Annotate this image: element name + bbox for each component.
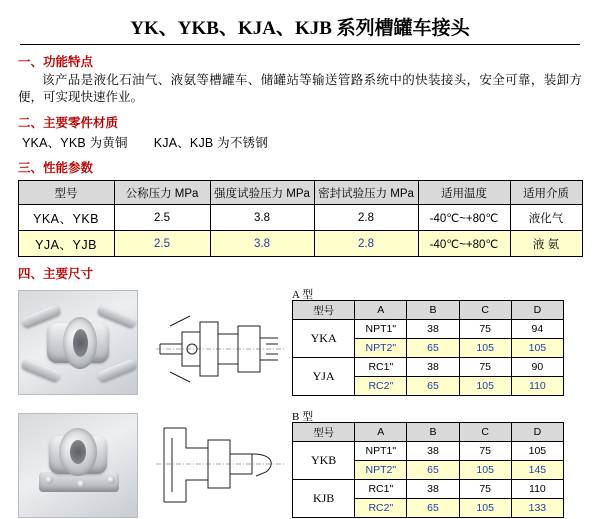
table-row	[293, 320, 564, 339]
cell-d: 145	[511, 461, 563, 480]
cell-a: RC2"	[355, 377, 407, 396]
table-row	[18, 231, 582, 257]
product-photo-column	[18, 290, 138, 518]
dimension-caption-a: A 型	[292, 289, 314, 301]
cell-strength: 3.8	[210, 231, 314, 257]
cell-temperature: -40℃~+80℃	[418, 205, 510, 231]
cell-d: 110	[511, 377, 563, 396]
cell-b: 65	[407, 461, 459, 480]
dimension-table-a	[292, 300, 564, 396]
table-header-row	[293, 423, 564, 442]
features-paragraph: 该产品是液化石油气、液氨等槽罐车、储罐站等输送管路系统中的快装接头，安全可靠，装卸方便，可实现快速作业。	[18, 73, 582, 104]
col-seal-pressure: 密封试验压力 MPa	[314, 181, 418, 205]
product-photo-type-b	[18, 413, 138, 518]
table-header-row	[18, 181, 582, 205]
cell-a: NPT1"	[355, 320, 407, 339]
cell-seal: 2.8	[314, 205, 418, 231]
cell-temperature: -40℃~+80℃	[418, 231, 510, 257]
cell-d: 110	[511, 480, 563, 499]
section-heading-features: 一、功能特点	[18, 55, 94, 69]
cell-model: YKA、YKB	[18, 205, 114, 231]
cell-c: 75	[459, 442, 511, 461]
title-divider	[20, 44, 580, 45]
cell-b: 38	[407, 358, 459, 377]
cell-c: 105	[459, 377, 511, 396]
col-a: A	[355, 301, 407, 320]
col-d: D	[511, 301, 563, 320]
cell-c: 75	[459, 358, 511, 377]
cell-medium: 液 氨	[510, 231, 582, 257]
dimension-caption-b: B 型	[292, 411, 314, 423]
cell-b: 38	[407, 442, 459, 461]
col-d: D	[511, 423, 563, 442]
cell-a: NPT1"	[355, 442, 407, 461]
table-row	[293, 480, 564, 499]
cell-b: 65	[407, 339, 459, 358]
cell-strength: 3.8	[210, 205, 314, 231]
cell-model: YKA	[293, 320, 355, 358]
col-b: B	[407, 301, 459, 320]
materials-stainless: KJA、KJB 为不锈钢	[153, 136, 268, 150]
cell-model: YJA	[293, 358, 355, 396]
section-heading-dimensions: 四、主要尺寸	[18, 267, 94, 281]
col-model: 型号	[293, 301, 355, 320]
col-medium: 适用介质	[510, 181, 582, 205]
line-drawing-type-b	[156, 414, 284, 519]
cell-model: YKB	[293, 442, 355, 480]
table-row	[293, 358, 564, 377]
col-temperature: 适用温度	[418, 181, 510, 205]
cell-d: 105	[511, 339, 563, 358]
materials-line	[22, 133, 600, 151]
cell-a: RC1"	[355, 480, 407, 499]
cell-nominal: 2.5	[114, 205, 210, 231]
page-title: YK、YKB、KJA、KJB 系列槽罐车接头	[130, 18, 470, 39]
cell-medium: 液化气	[510, 205, 582, 231]
cell-c: 75	[459, 480, 511, 499]
cell-seal: 2.8	[314, 231, 418, 257]
cell-b: 65	[407, 377, 459, 396]
cell-model: KJB	[293, 480, 355, 518]
cell-d: 133	[511, 499, 563, 518]
table-header-row	[293, 301, 564, 320]
cell-c: 105	[459, 461, 511, 480]
cell-b: 65	[407, 499, 459, 518]
col-model: 型号	[18, 181, 114, 205]
materials-brass: YKA、YKB 为黄铜	[22, 136, 128, 150]
cell-c: 75	[459, 320, 511, 339]
col-nominal-pressure: 公称压力 MPa	[114, 181, 210, 205]
cell-c: 105	[459, 339, 511, 358]
performance-table	[18, 180, 583, 257]
table-row	[293, 442, 564, 461]
dimension-table-b	[292, 422, 564, 518]
cell-nominal: 2.5	[114, 231, 210, 257]
cell-c: 105	[459, 499, 511, 518]
drawing-svg-a	[156, 292, 284, 392]
product-photo-type-a	[18, 290, 138, 395]
drawing-svg-b	[156, 414, 284, 514]
col-c: C	[459, 301, 511, 320]
col-b: B	[407, 423, 459, 442]
col-model: 型号	[293, 423, 355, 442]
cell-d: 90	[511, 358, 563, 377]
cell-d: 94	[511, 320, 563, 339]
section-heading-performance: 三、性能参数	[18, 161, 94, 175]
cell-b: 38	[407, 320, 459, 339]
col-strength-pressure: 强度试验压力 MPa	[210, 181, 314, 205]
cell-d: 105	[511, 442, 563, 461]
cell-a: NPT2"	[355, 339, 407, 358]
col-c: C	[459, 423, 511, 442]
table-row	[18, 205, 582, 231]
cell-b: 38	[407, 480, 459, 499]
cell-a: NPT2"	[355, 461, 407, 480]
line-drawing-type-a	[156, 292, 284, 397]
cell-a: RC2"	[355, 499, 407, 518]
cell-a: RC1"	[355, 358, 407, 377]
cell-model: YJA、YJB	[18, 231, 114, 257]
col-a: A	[355, 423, 407, 442]
section-heading-materials: 二、主要零件材质	[18, 116, 119, 130]
